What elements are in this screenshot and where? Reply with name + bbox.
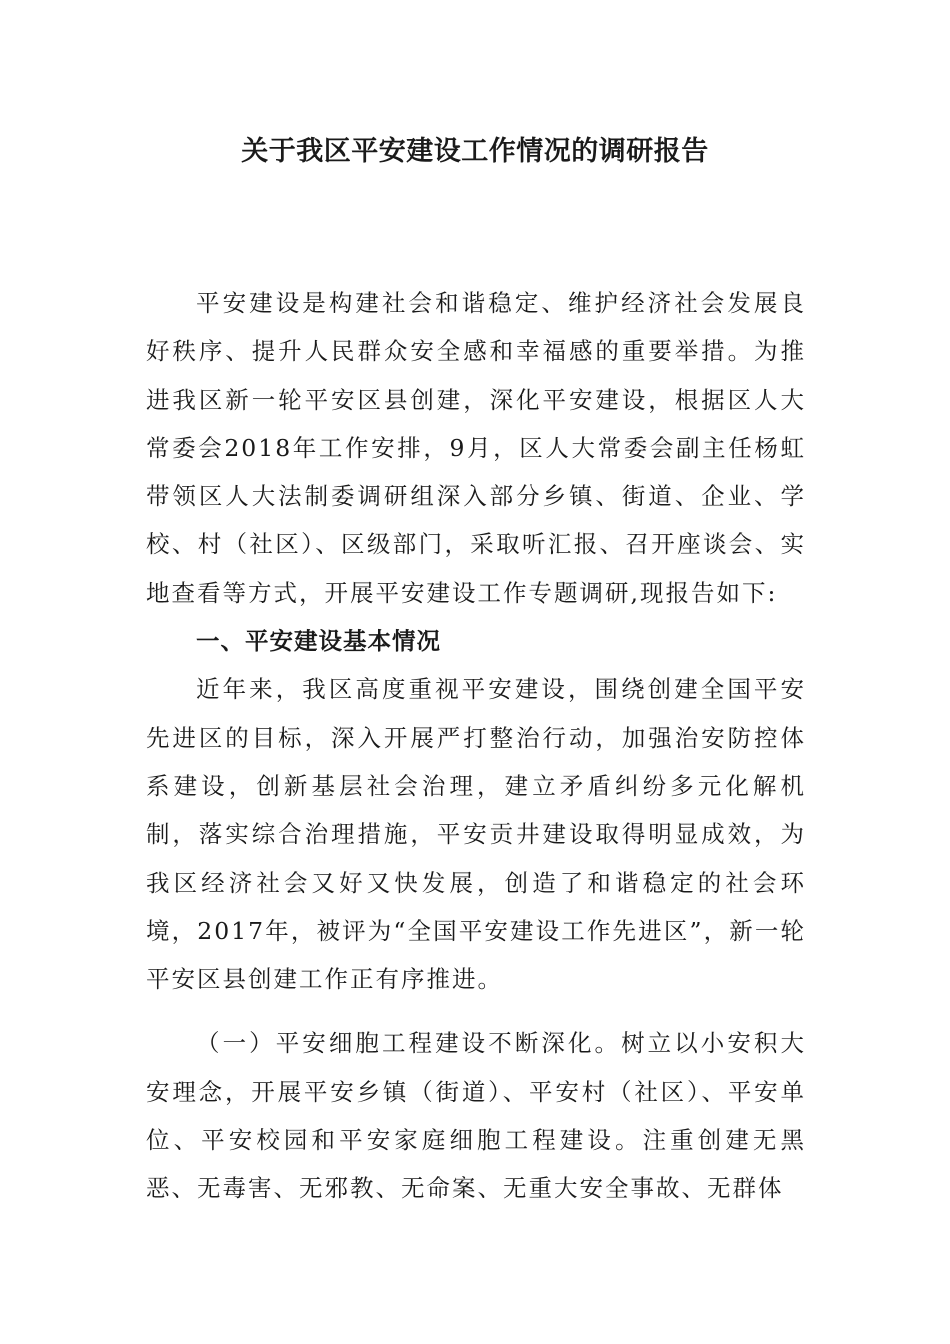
document-title: 关于我区平安建设工作情况的调研报告 bbox=[241, 136, 709, 167]
section-1-paragraph: 近年来，我区高度重视平安建设，围绕创建全国平安先进区的目标，深入开展严打整治行动，加强治安防控体系建设，创新基层社会治理，建立矛盾纠纷多元化解机制，落实综合治理措施，平安贡井建设取得明显成效，为我区经济社会又好又快发展，创造了和谐稳定的社会环境，2017年，被评为“全国平安建设工作先进区”，新一轮平安区县创建工作正有序推进。 bbox=[146, 675, 806, 994]
subsection-1-paragraph: （一）平安细胞工程建设不断深化。树立以小安积大安理念，开展平安乡镇（街道）、平安村（社区）、平安单位、平安校园和平安家庭细胞工程建设。注重创建无黑恶、无毒害、无邪教、无命案、无重大安全事故、无群体 bbox=[146, 1029, 806, 1203]
document-body bbox=[146, 279, 806, 1213]
section-heading-1: 一、平安建设基本情况 bbox=[196, 627, 441, 656]
intro-paragraph: 平安建设是构建社会和谐稳定、维护经济社会发展良好秩序、提升人民群众安全感和幸福感的重要举措。为推进我区新一轮平安区县创建，深化平安建设，根据区人大常委会2018年工作安排，9月，区人大常委会副主任杨虹带领区人大法制委调研组深入部分乡镇、街道、企业、学校、村（社区）、区级部门，采取听汇报、召开座谈会、实地查看等方式，开展平安建设工作专题调研,现报告如下: bbox=[146, 289, 806, 607]
